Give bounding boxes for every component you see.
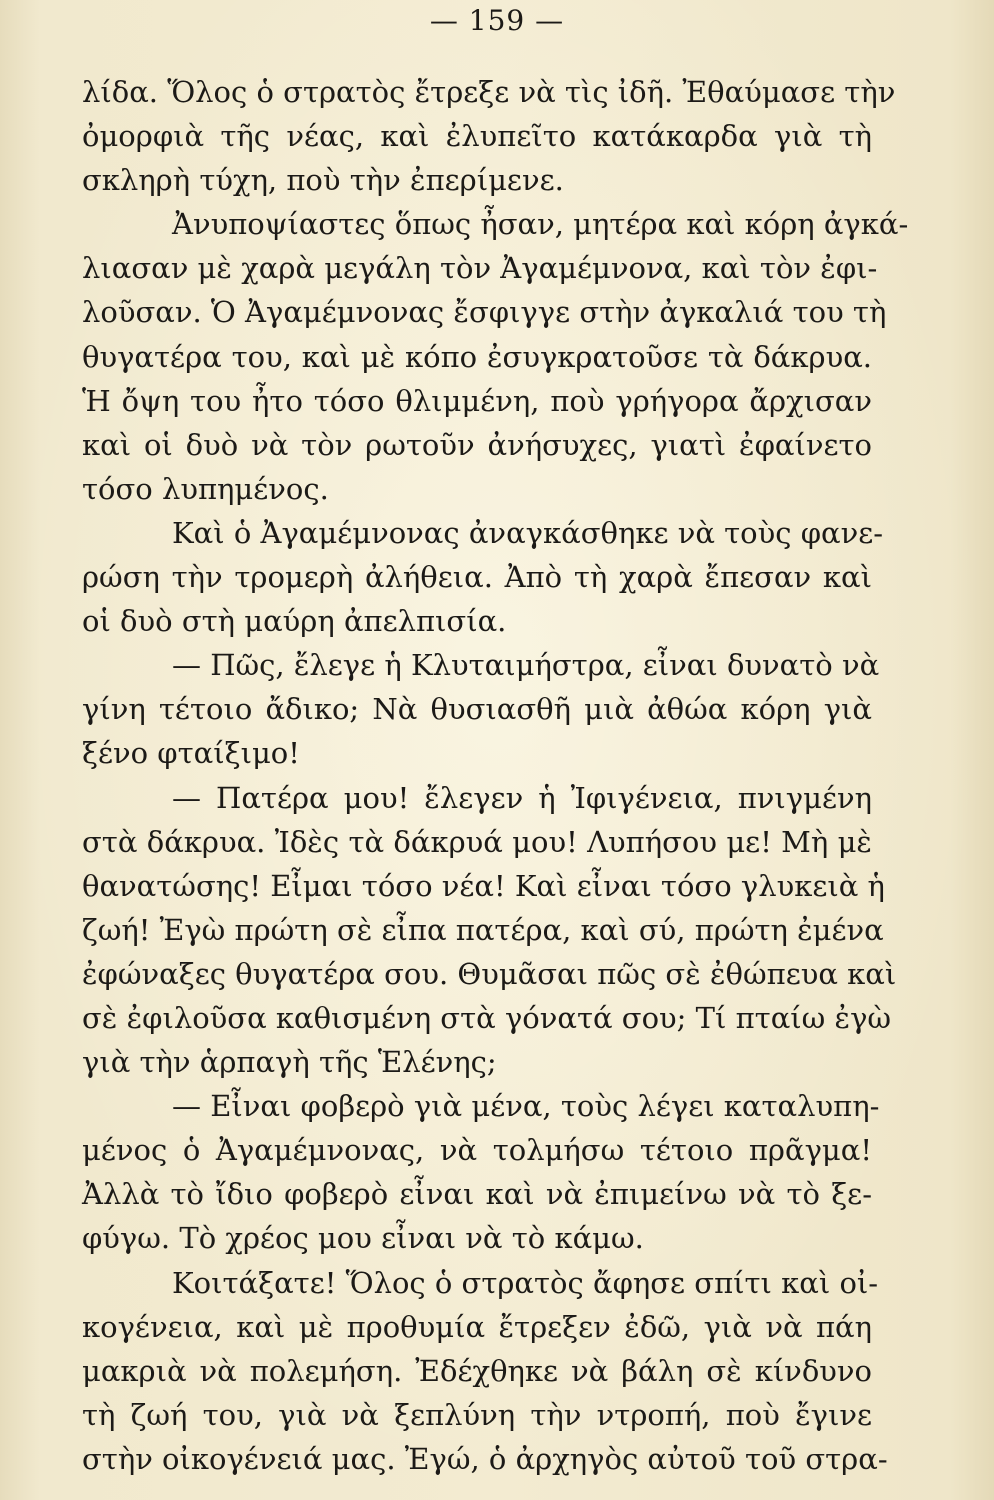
- text-line: οἱ δυὸ στὴ μαύρη ἀπελπισία.: [82, 604, 507, 639]
- text-line: Ἡ ὄψη του ἦτο τόσο θλιμμένη, ποὺ γρήγορα ἄρχισαν: [82, 383, 872, 418]
- text-line: ζωή! Ἐγὼ πρώτη σὲ εἶπα πατέρα, καὶ σύ, πρώτη ἐμένα: [82, 912, 884, 947]
- text-line: Ἀλλὰ τὸ ἴδιο φοβερὸ εἶναι καὶ νὰ ἐπιμείνω νὰ τὸ ξε-: [82, 1177, 872, 1212]
- text-line: — Πατέρα μου! ἔλεγεν ἡ Ἰφιγένεια, πνιγμένη: [172, 780, 872, 815]
- text-line: μακριὰ νὰ πολεμήση. Ἐδέχθηκε νὰ βάλη σὲ κίνδυνο: [82, 1353, 872, 1388]
- text-line: μένος ὁ Ἀγαμέμνονας, νὰ τολμήσω τέτοιο πρᾶγμα!: [82, 1133, 872, 1168]
- text-line: λιασαν μὲ χαρὰ μεγάλη τὸν Ἀγαμέμνονα, καὶ τὸν ἐφι-: [82, 251, 878, 286]
- text-line: σκληρὴ τύχη, ποὺ τὴν ἐπερίμενε.: [82, 163, 564, 198]
- text-line: τὴ ζωή του, γιὰ νὰ ξεπλύνη τὴν ντροπή, ποὺ ἔγινε: [82, 1397, 872, 1432]
- text-line: ξένο φταίξιμο!: [82, 736, 300, 771]
- text-line: — Εἶναι φοβερὸ γιὰ μένα, τοὺς λέγει καταλυπη-: [172, 1089, 880, 1124]
- text-line: θανατώσης! Εἶμαι τόσο νέα! Καὶ εἶναι τόσο γλυκειὰ ἡ: [82, 868, 885, 903]
- text-line: ὀμορφιὰ τῆς νέας, καὶ ἐλυπεῖτο κατάκαρδα γιὰ τὴ: [82, 119, 872, 154]
- text-line: φύγω. Τὸ χρέος μου εἶναι νὰ τὸ κάμω.: [82, 1221, 644, 1256]
- text-line: Κοιτάξατε! Ὅλος ὁ στρατὸς ἄφησε σπίτι καὶ οἰ-: [172, 1265, 879, 1300]
- text-line: γίνη τέτοιο ἄδικο; Νὰ θυσιασθῆ μιὰ ἀθώα κόρη γιὰ: [82, 692, 872, 727]
- text-line: σὲ ἐφιλοῦσα καθισμένη στὰ γόνατά σου; Τί πταίω ἐγὼ: [82, 1000, 892, 1035]
- text-line: λίδα. Ὅλος ὁ στρατὸς ἔτρεξε νὰ τὶς ἰδῆ. Ἐθαύμασε τὴν: [82, 75, 896, 109]
- text-line: ρώση τὴν τρομερὴ ἀλήθεια. Ἀπὸ τὴ χαρὰ ἔπεσαν καὶ: [82, 560, 872, 595]
- text-line: Ἀνυποψίαστες ὅπως ἦσαν, μητέρα καὶ κόρη ἀγκά-: [172, 207, 909, 242]
- text-line: στὰ δάκρυα. Ἰδὲς τὰ δάκρυά μου! Λυπήσου με! Μὴ μὲ: [82, 824, 872, 859]
- text-line: καὶ οἱ δυὸ νὰ τὸν ρωτοῦν ἀνήσυχες, γιατὶ ἐφαίνετο: [82, 427, 872, 462]
- page-number: — 159 —: [429, 4, 565, 37]
- text-line: στὴν οἰκογένειά μας. Ἐγώ, ὁ ἀρχηγὸς αὐτοῦ τοῦ στρα-: [82, 1441, 888, 1476]
- text-line: τόσο λυπημένος.: [82, 471, 329, 506]
- text-line: ἐφώναξες θυγατέρα σου. Θυμᾶσαι πῶς σὲ ἐθώπευα καὶ: [82, 956, 897, 991]
- text-line: γιὰ τὴν ἁρπαγὴ τῆς Ἑλένης;: [82, 1045, 497, 1080]
- text-line: θυγατέρα του, καὶ μὲ κόπο ἐσυγκρατοῦσε τὰ δάκρυα.: [82, 339, 872, 374]
- text-line: λοῦσαν. Ὁ Ἀγαμέμνονας ἔσφιγγε στὴν ἀγκαλιά του τὴ: [82, 295, 887, 330]
- body-text: [82, 70, 909, 1481]
- text-line: Καὶ ὁ Ἀγαμέμνονας ἀναγκάσθηκε νὰ τοὺς φανε-: [172, 515, 884, 550]
- text-line: — Πῶς, ἔλεγε ἡ Κλυταιμήστρα, εἶναι δυνατὸ νὰ: [172, 648, 880, 683]
- text-line: κογένεια, καὶ μὲ προθυμία ἔτρεξεν ἐδῶ, γιὰ νὰ πάη: [82, 1309, 872, 1344]
